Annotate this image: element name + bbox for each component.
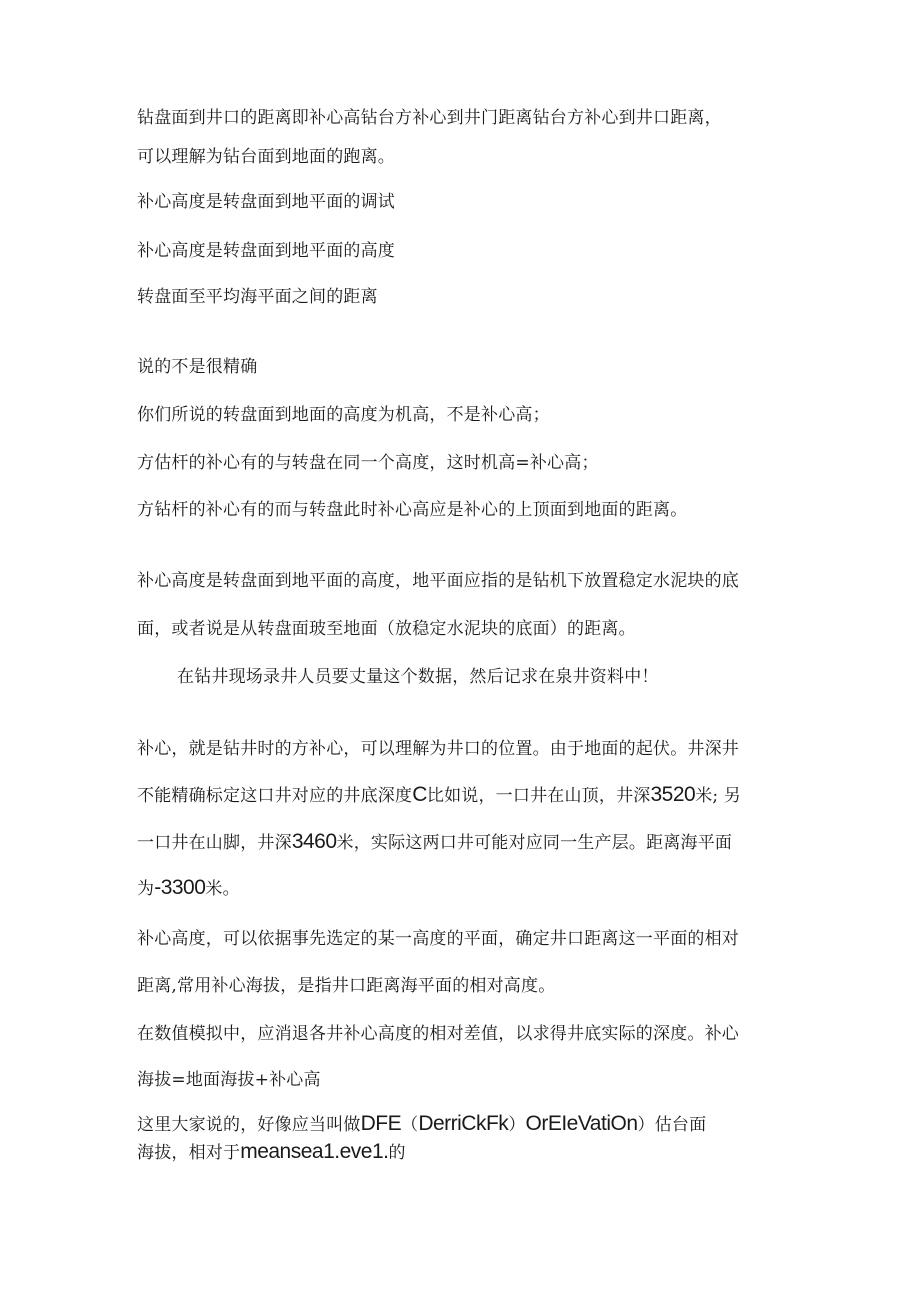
line14-text-a: 不能精确标定这口井对应的井底深度 bbox=[137, 786, 413, 806]
paragraph-line-4: 补心高度是转盘面到地平面的高度 bbox=[137, 241, 395, 261]
paragraph-line-2: 可以理解为钻台面到地面的跑离。 bbox=[137, 147, 395, 167]
paragraph-line-22 bbox=[137, 1141, 406, 1164]
paragraph-line-21 bbox=[137, 1113, 706, 1136]
paragraph-line-11: 面，或者说是从转盘面玻至地面（放稳定水泥块的底面）的距离。 bbox=[137, 619, 636, 639]
paragraph-line-10: 补心高度是转盘面到地平面的高度，地平面应指的是钻机下放置稳定水泥块的底 bbox=[137, 571, 739, 591]
line21-elevation: OrEIeVatiOn bbox=[525, 1112, 638, 1135]
line15-text-a: 一口井在山脚，井深 bbox=[137, 833, 292, 853]
line21-text-g: ）估台面 bbox=[637, 1115, 707, 1135]
line21-paren-open: （ bbox=[401, 1115, 419, 1135]
line16-text-c: 米。 bbox=[205, 879, 240, 899]
paragraph-line-3: 补心高度是转盘面到地平面的调试 bbox=[137, 192, 395, 212]
paragraph-line-7: 你们所说的转盘面到地面的高度为机高，不是补心高； bbox=[137, 405, 550, 425]
paragraph-line-5: 转盘面至平均海平面之间的距离 bbox=[137, 287, 378, 307]
paragraph-line-12: 在钻井现场录井人员要丈量这个数据，然后记求在泉井资料中！ bbox=[177, 667, 659, 687]
line15-number-3460: 3460 bbox=[291, 830, 337, 853]
line21-dfe: DFE bbox=[360, 1112, 402, 1135]
paragraph-line-9: 方钻杆的补心有的而与转盘此时补心高应是补心的上顶面到地面的距离。 bbox=[137, 500, 688, 520]
line22-mean-sea-level: meansea1.eve1. bbox=[240, 1140, 389, 1163]
paragraph-line-15 bbox=[137, 831, 732, 854]
line21-text-a: 这里大家说的，好像应当叫做 bbox=[137, 1115, 361, 1135]
line14-text-b: C bbox=[412, 783, 427, 806]
line14-text-e: 米; 另 bbox=[695, 786, 742, 806]
paragraph-line-16 bbox=[137, 877, 240, 900]
paragraph-line-1: 钻盘面到井口的距离即补心高钻台方补心到井门距离钻台方补心到井口距离， bbox=[137, 108, 722, 128]
paragraph-line-14 bbox=[137, 784, 741, 807]
line16-text-a: 为 bbox=[137, 879, 155, 899]
paragraph-line-8: 方估杆的补心有的与转盘在同一个高度，这时机高=补心高； bbox=[137, 453, 599, 473]
paragraph-line-19: 在数值模拟中，应消退各井补心高度的相对差值，以求得井底实际的深度。补心 bbox=[137, 1024, 739, 1044]
paragraph-line-18: 距离,常用补心海拔，是指井口距离海平面的相对高度。 bbox=[137, 976, 556, 996]
line21-paren-close: ） bbox=[508, 1115, 526, 1135]
line22-text-c: 的 bbox=[388, 1143, 406, 1163]
line15-text-c: 米，实际这两口井可能对应同一生产层。距离海平面 bbox=[336, 833, 733, 853]
paragraph-line-20: 海拔=地面海拔+补心高 bbox=[137, 1070, 321, 1090]
line22-text-a: 海拔，相对于 bbox=[137, 1143, 241, 1163]
line14-text-c: 比如说，一口井在山顶，井深 bbox=[426, 786, 651, 806]
paragraph-line-13: 补心，就是钻井时的方补心，可以理解为井口的位置。由于地面的起伏。井深井 bbox=[137, 739, 739, 759]
line14-number-3520: 3520 bbox=[650, 783, 696, 806]
line16-number-3300: -3300 bbox=[154, 876, 206, 899]
line21-derrick: DerriCkFk bbox=[418, 1112, 509, 1135]
paragraph-line-17: 补心高度，可以依据事先选定的某一高度的平面，确定井口距离这一平面的相对 bbox=[137, 929, 739, 949]
paragraph-line-6: 说的不是很精确 bbox=[137, 357, 258, 377]
